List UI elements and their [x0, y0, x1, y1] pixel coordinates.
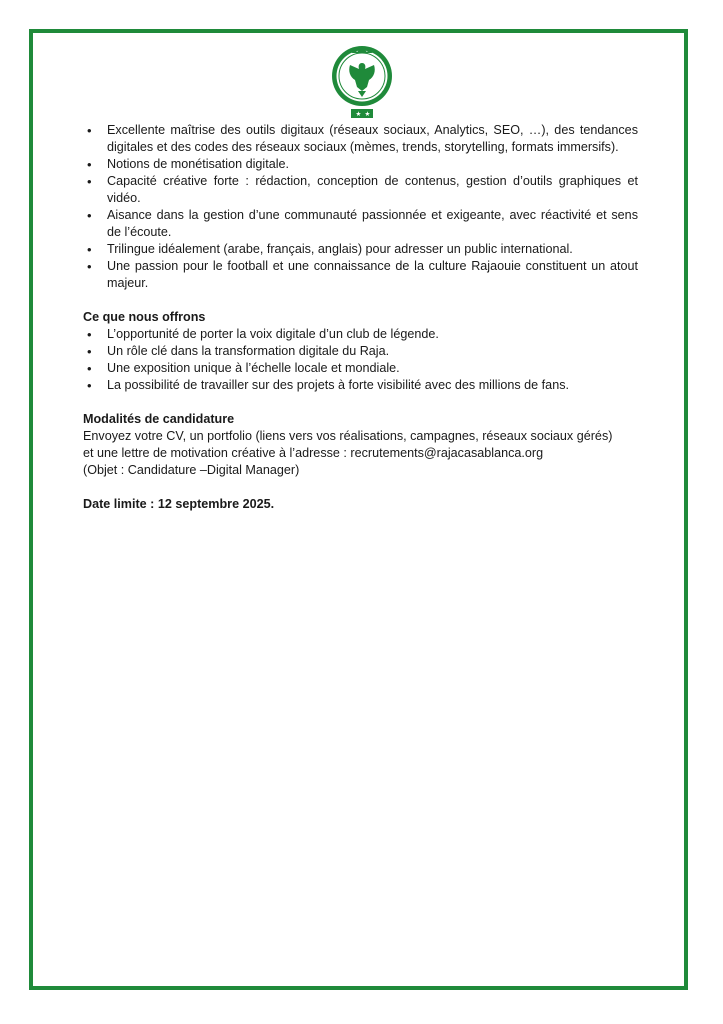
requirement-item: • Notions de monétisation digitale. [83, 156, 638, 173]
requirement-item: • Trilingue idéalement (arabe, français, anglais) pour adresser un public international. [83, 241, 638, 258]
requirement-item: • Une passion pour le football et une connaissance de la culture Rajaouie constituent un atout majeur. [83, 258, 638, 292]
offer-section-title: Ce que nous offrons [83, 310, 206, 324]
offer-list [83, 326, 638, 394]
raja-club-logo [330, 43, 394, 121]
offer-item: • Un rôle clé dans la transformation digitale du Raja. [83, 343, 638, 360]
offer-item: • L’opportunité de porter la voix digitale d’un club de légende. [83, 326, 638, 343]
requirement-item: • Capacité créative forte : rédaction, conception de contenus, gestion d’outils graphiques et vidéo. [83, 173, 638, 207]
job-offer-content [83, 122, 638, 513]
application-subject: (Objet : Candidature –Digital Manager) [83, 463, 300, 477]
application-line: et une lettre de motivation créative à l’adresse : recrutements@rajacasablanca.org [83, 446, 544, 460]
svg-text:★: ★ [355, 110, 362, 118]
svg-text:★: ★ [364, 110, 371, 118]
deadline-text: Date limite : 12 septembre 2025. [83, 497, 275, 511]
requirements-list [83, 122, 638, 292]
application-section-title: Modalités de candidature [83, 412, 235, 426]
requirement-item: • Excellente maîtrise des outils digitaux (réseaux sociaux, Analytics, SEO, …), des tendances digitales et des codes des réseaux sociaux (mèmes, trends, storytelling, formats immersifs). [83, 122, 638, 156]
offer-item: • Une exposition unique à l’échelle locale et mondiale. [83, 360, 638, 377]
requirement-item: • Aisance dans la gestion d’une communauté passionnée et exigeante, avec réactivité et sens de l’écoute. [83, 207, 638, 241]
offer-item: • La possibilité de travailler sur des projets à forte visibilité avec des millions de fans. [83, 377, 638, 394]
application-line: Envoyez votre CV, un portfolio (liens vers vos réalisations, campagnes, réseaux sociaux gérés) [83, 429, 613, 443]
